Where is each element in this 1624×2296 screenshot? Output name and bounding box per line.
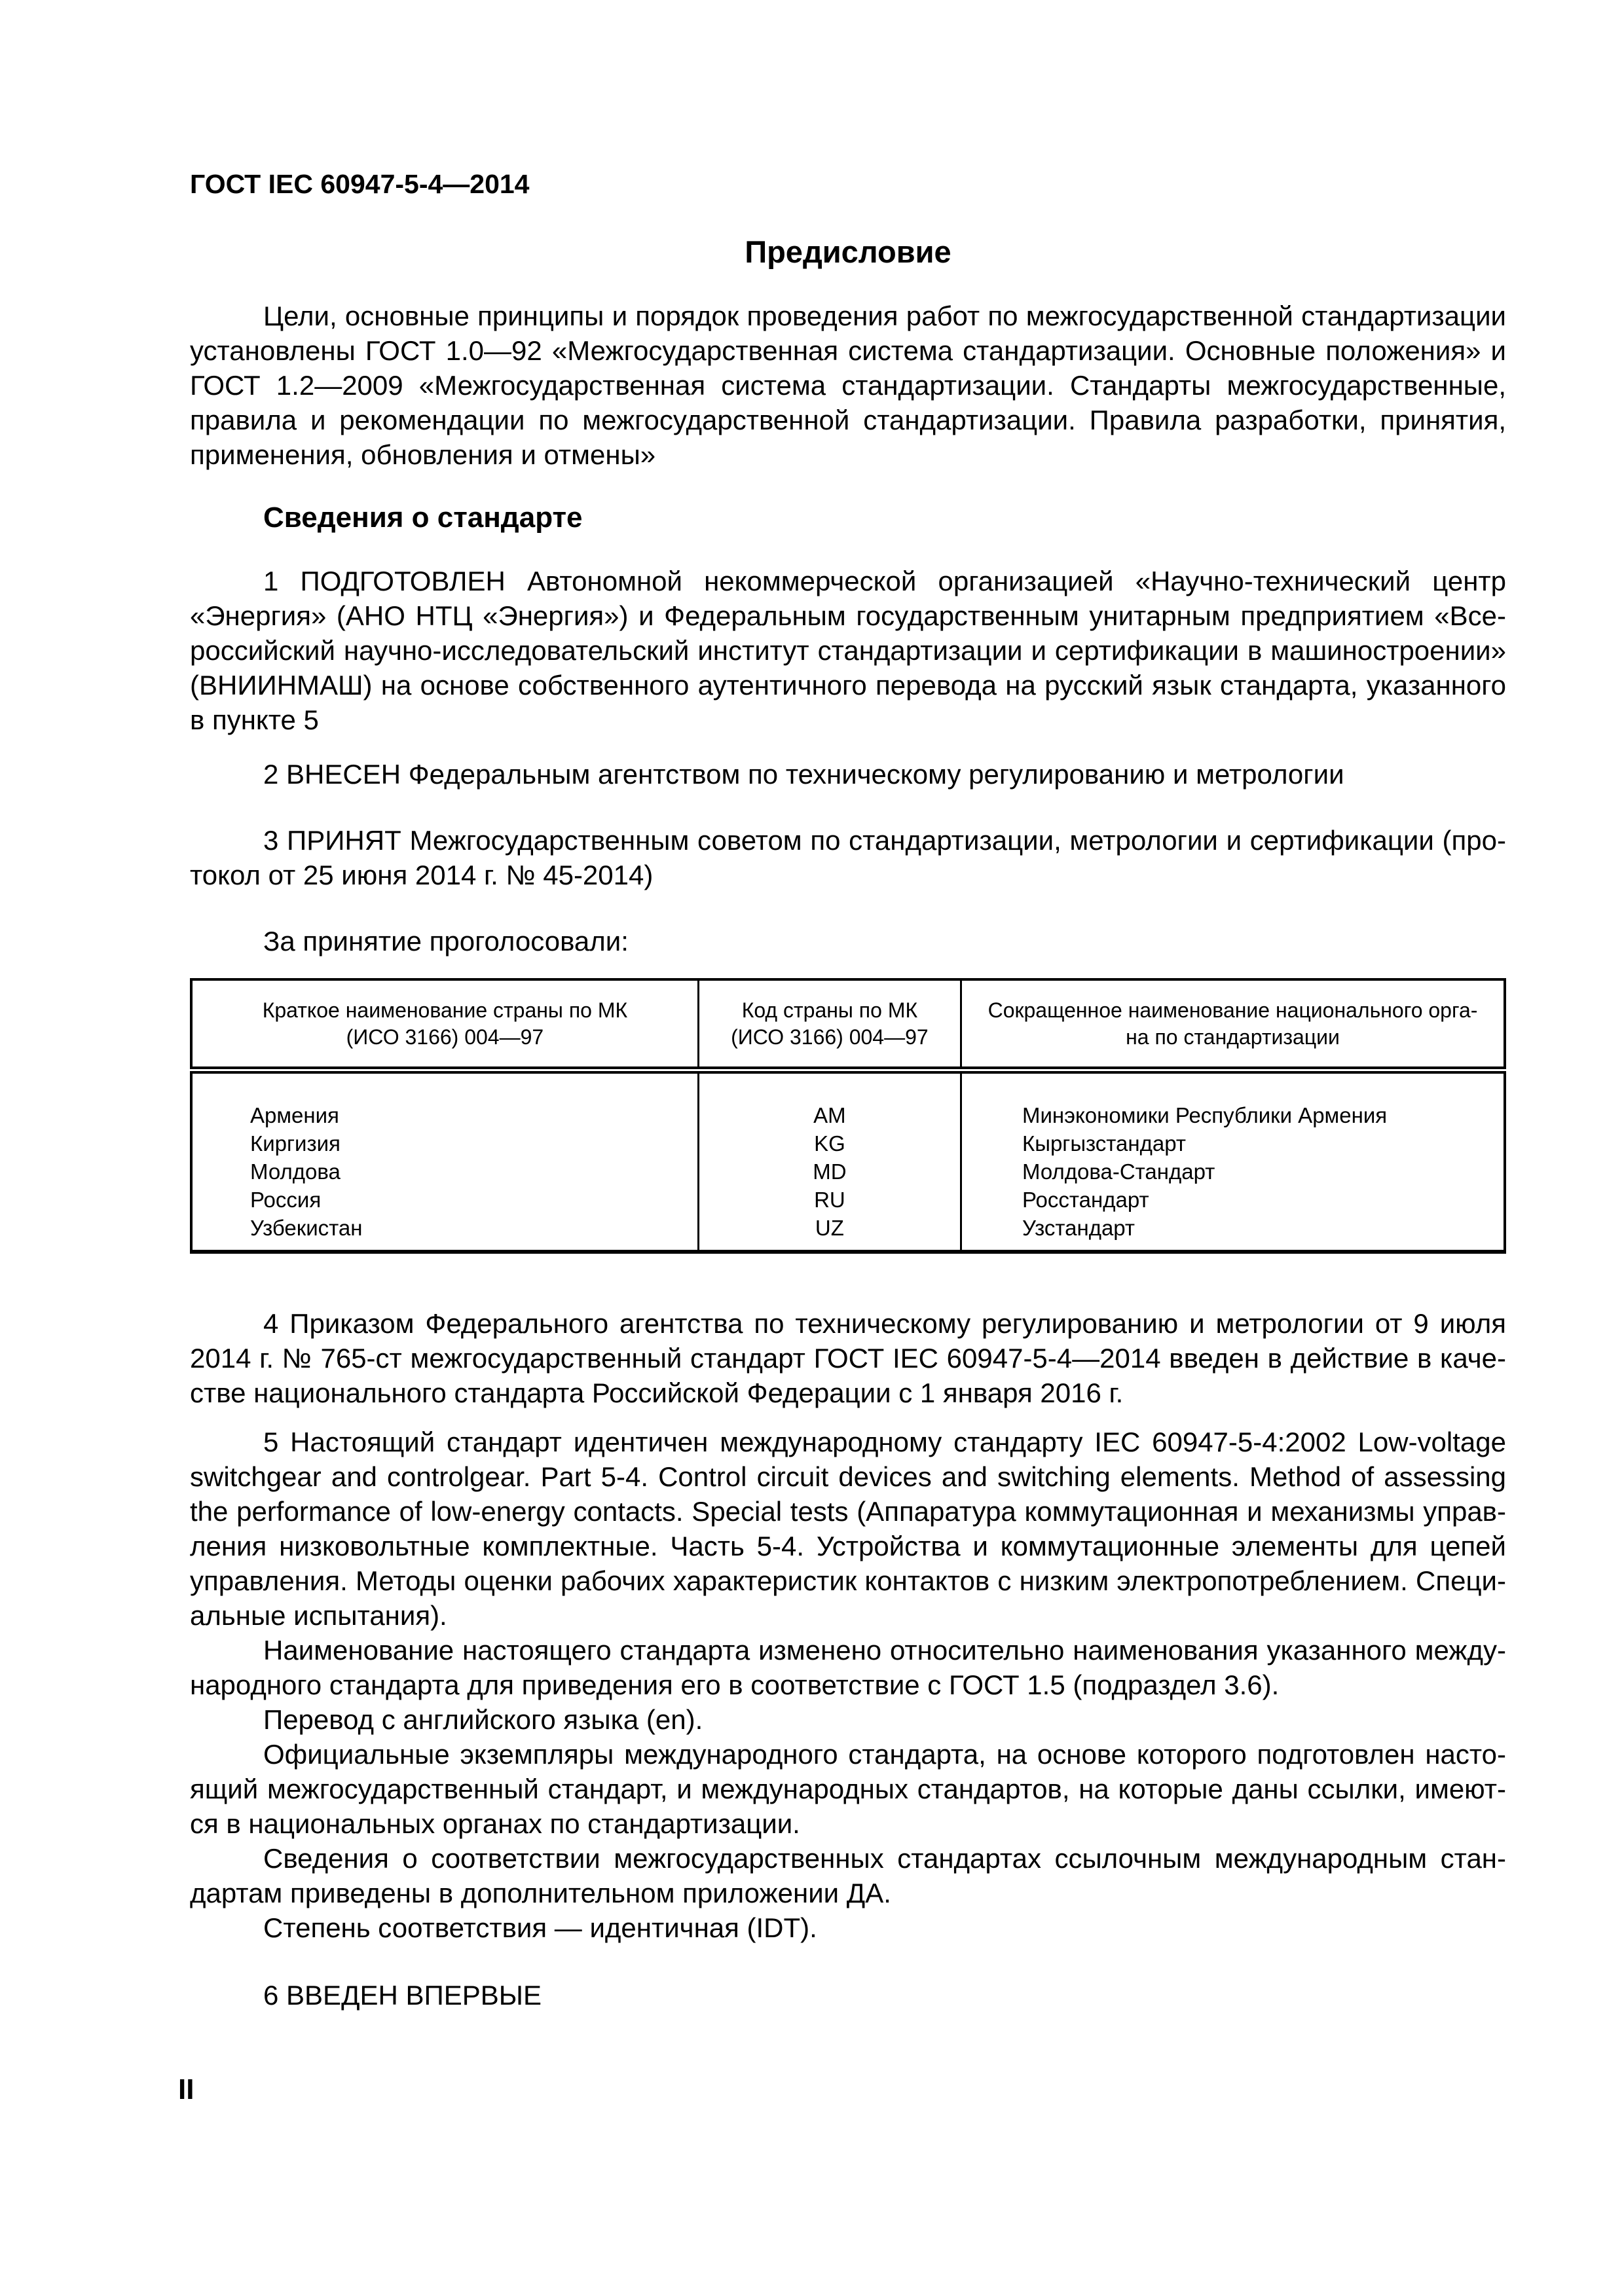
paragraph-item5-identical: 5 Настоящий стандарт идентичен международному стандарту IEC 60947-5-4:2002 Low-voltage switchgear and controlgear. Part 5-4. Control circuit devices and switching elements. Method of assessing the performance of low-energy contacts. Special tests (Аппаратура коммутационная и механизмы управления низковольтные комплектные. Часть 5-4. Устройства и коммутационные элементы для цепей управления. Методы оценки рабочих характеристик контактов с низким электропотреблением. Специальные испытания).	[190, 1427, 1506, 1631]
table-line-code: KG	[814, 1131, 845, 1156]
page-title: Предисловие	[745, 234, 951, 269]
table-cell-codes	[698, 1070, 961, 1252]
table-header-line: на по стандартизации	[1126, 1025, 1340, 1049]
paragraph-correspondence-note: Сведения о соответствии межгосударственных стандартах ссылочным международным стандартам приведены в дополнительном приложении ДА.	[190, 1843, 1506, 1908]
paragraph-item6-first-introduced: 6 ВВЕДЕН ВПЕРВЫЕ	[263, 1980, 542, 2011]
table-header-code	[698, 979, 961, 1070]
table-line-code: MD	[813, 1159, 847, 1184]
table-header-country	[191, 979, 698, 1070]
table-line-code: UZ	[815, 1216, 844, 1240]
table-line-country: Россия	[250, 1188, 322, 1212]
table-line-country: Киргизия	[250, 1131, 341, 1156]
table-line-code: AM	[813, 1103, 846, 1127]
table-header-row	[191, 979, 1505, 1070]
table-cell-countries	[191, 1070, 698, 1252]
table-line-country: Армения	[250, 1103, 339, 1127]
table-line-org: Кыргызстандарт	[1022, 1131, 1186, 1156]
paragraph-translation-note: Перевод с английского языка (en).	[263, 1704, 703, 1735]
vote-table-body	[191, 1070, 1505, 1252]
table-line-org: Минэкономики Республики Армения	[1022, 1103, 1388, 1127]
paragraph-item2-submitted: 2 ВНЕСЕН Федеральным агентством по техническому регулированию и метрологии	[263, 759, 1344, 790]
paragraph-official-copies-note: Официальные экземпляры международного стандарта, на основе которого подготовлен настоящий межгосударственный стандарт, и международных стандартов, на которые даны ссылки, имеются в национальных органах по стандартизации.	[190, 1739, 1506, 1839]
table-body-row	[191, 1070, 1505, 1252]
table-header-line: (ИСО 3166) 004—97	[346, 1025, 544, 1049]
table-line-country: Узбекистан	[250, 1216, 363, 1240]
table-line-org: Росстандарт	[1022, 1188, 1149, 1212]
table-header-line: (ИСО 3166) 004—97	[731, 1025, 929, 1049]
vote-table	[190, 978, 1506, 1254]
paragraph-intro: Цели, основные принципы и порядок проведения работ по межгосударственной стандартизации установлены ГОСТ 1.0—92 «Межгосударственная система стандартизации. Основные положения» и ГОСТ 1.2—2009 «Межгосударственная система стандартизации. Стандарты межгосударственные, правила и рекомендации по межгосударственной стандартизации. Правила разработки, принятия, применения, обновления и отмены»	[190, 301, 1506, 470]
paragraph-conformity-degree: Степень соответствия — идентичная (IDT).	[263, 1912, 817, 1943]
section-heading-standard-info: Сведения о стандарте	[263, 501, 583, 534]
page-number: II	[178, 2073, 194, 2105]
table-header-line: Сокращенное наименование национального орга-	[987, 998, 1478, 1022]
paragraph-vote-intro: За принятие проголосовали:	[263, 926, 629, 957]
doc-number: ГОСТ IEC 60947-5-4—2014	[190, 169, 530, 199]
paragraph-item4-order: 4 Приказом Федерального агентства по техническому регулированию и метрологии от 9 июля 2014 г. № 765-ст межгосударственный стандарт ГОСТ IEC 60947-5-4—2014 введен в действие в качестве национального стандарта Российской Федерации с 1 января 2016 г.	[190, 1308, 1506, 1408]
table-header-org	[961, 979, 1505, 1070]
table-cell-orgs	[961, 1070, 1505, 1252]
table-header-line: Краткое наименование страны по МК	[262, 998, 628, 1022]
page-content	[190, 168, 1506, 2013]
table-line-org: Узстандарт	[1022, 1216, 1135, 1240]
paragraph-item1-prepared: 1 ПОДГОТОВЛЕН Автономной некоммерческой организацией «Научно-технический центр «Энергия» (АНО НТЦ «Энергия») и Федеральным государственным унитарным предприятием «Всероссийский научно-исследовательский институт стандартизации и сертификации в машиностроении» (ВНИИНМАШ) на основе собственного аутентичного перевода на русский язык стандарта, указанного в пункте 5	[190, 566, 1506, 735]
vote-table-header	[191, 979, 1505, 1070]
table-header-line: Код страны по МК	[741, 998, 918, 1022]
table-line-org: Молдова-Стандарт	[1022, 1159, 1215, 1184]
table-line-country: Молдова	[250, 1159, 341, 1184]
paragraph-rename-note: Наименование настоящего стандарта изменено относительно наименования указанного международного стандарта для приведения его в соответствие с ГОСТ 1.5 (подраздел 3.6).	[190, 1635, 1506, 1700]
paragraph-item3-adopted: 3 ПРИНЯТ Межгосударственным советом по стандартизации, метрологии и сертификации (протокол от 25 июня 2014 г. № 45-2014)	[190, 825, 1506, 890]
table-line-code: RU	[814, 1188, 845, 1212]
